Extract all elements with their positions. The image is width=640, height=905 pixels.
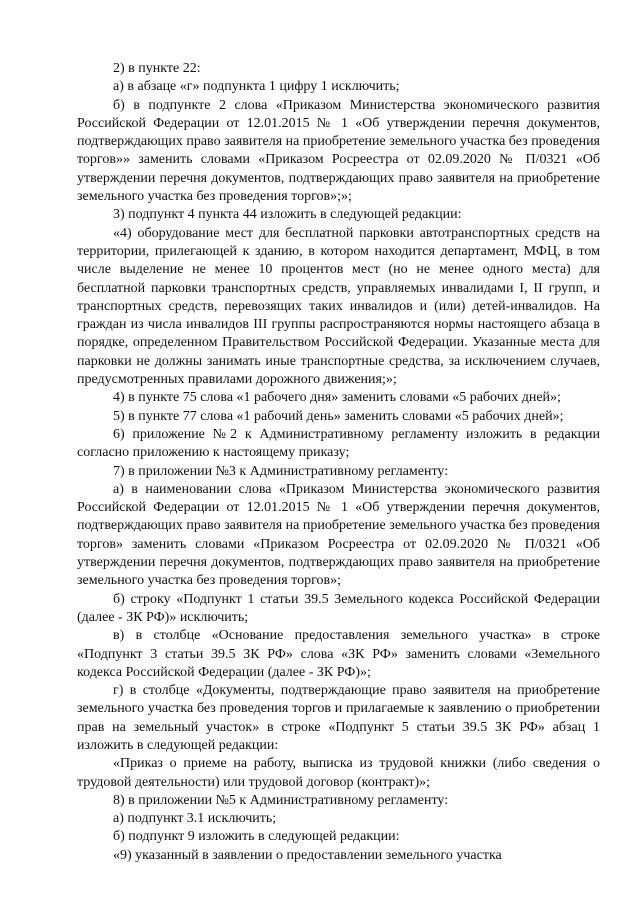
paragraph-item-3: 3) подпункт 4 пункта 44 изложить в следующей редакции: bbox=[113, 207, 462, 223]
paragraph-item-8: 8) в приложении №5 к Административному регламенту: bbox=[113, 792, 449, 808]
paragraph-item-9-quote: «9) указанный в заявлении о предоставлении земельного участка bbox=[113, 847, 502, 863]
paragraph-subitem-b: б) в подпункте 2 слова «Приказом Министерства экономического развития Российской Федерации от 12.01.2015 № 1 «Об утверждении перечня документов, подтверждающих право заявителя на приобретение земельного участка без проведения торгов»» заменить словами «Приказом Росреестра от 02.09.2020 № П/0321 «Об утверждении перечня документов, подтверждающих право заявителя на приобретение земельного участка без проведения торгов»;»; bbox=[77, 97, 600, 205]
paragraph-item-8-b: б) подпункт 9 изложить в следующей редакции: bbox=[113, 829, 400, 845]
paragraph-item-7-b: б) строку «Подпункт 1 статьи 39.5 Земельного кодекса Российской Федерации (далее - ЗК РФ)» исключить; bbox=[77, 591, 600, 625]
paragraph-subitem-a: а) в абзаце «г» подпункта 1 цифру 1 исключить; bbox=[113, 79, 400, 95]
paragraph-item-5: 5) в пункте 77 слова «1 рабочий день» заменить словами «5 рабочих дней»; bbox=[113, 408, 564, 424]
paragraph-item-8-a: а) подпункт 3.1 исключить; bbox=[113, 811, 277, 827]
paragraph-item-7-d: г) в столбце «Документы, подтверждающие право заявителя на приобретение земельного участка без проведения торгов и прилагаемые к заявлению о приобретении прав на земельный участок» в строке «Подпункт 5 статьи 39.5 ЗК РФ» абзац 1 изложить в следующей редакции: bbox=[77, 683, 600, 753]
paragraph-item-6: 6) приложение №2 к Административному регламенту изложить в редакции согласно приложению к настоящему приказу; bbox=[77, 426, 600, 461]
paragraph-item-22: 2) в пункте 22: bbox=[113, 61, 201, 76]
paragraph-quote-order: «Приказ о приеме на работу, выписка из трудовой книжки (либо сведения о трудовой деятельности) или трудовой договор (контракт)»; bbox=[77, 756, 600, 790]
document-page bbox=[77, 60, 600, 865]
paragraph-item-7: 7) в приложении №3 к Административному регламенту: bbox=[113, 463, 449, 479]
paragraph-item-4: 4) в пункте 75 слова «1 рабочего дня» заменить словами «5 рабочих дней»; bbox=[113, 390, 561, 406]
paragraph-parking-text: «4) оборудование мест для бесплатной парковки автотранспортных средств на территории, прилегающей к зданию, в котором находится департамент, МФЦ, в том числе выделение не менее 10 процентов мест (но не менее одного места) для бесплатной парковки транспортных средств, управляемых инвалидами I, II групп, и транспортных средств, перевозящих таких инвалидов и (или) детей-инвалидов. На граждан из числа инвалидов III группы распространяются нормы настоящего абзаца в порядке, определенном Правительством Российской Федерации. Указанные места для парковки не должны занимать иные транспортные средства, за исключением случаев, предусмотренных правилами дорожного движения;»; bbox=[77, 225, 600, 388]
paragraph-item-7-a: а) в наименовании слова «Приказом Министерства экономического развития Российской Федерации от 12.01.2015 № 1 «Об утверждении перечня документов, подтверждающих право заявителя на приобретение земельного участка без проведения торгов» заменить словами «Приказом Росреестра от 02.09.2020 № П/0321 «Об утверждении перечня документов, подтверждающих право заявителя на приобретение земельного участка без проведения торгов»; bbox=[77, 481, 600, 589]
paragraph-item-7-c: в) в столбце «Основание предоставления земельного участка» в строке «Подпункт 3 статьи 39.5 ЗК РФ» слова «ЗК РФ» заменить словами «Земельного кодекса Российской Федерации (далее - ЗК РФ)»; bbox=[77, 628, 600, 680]
